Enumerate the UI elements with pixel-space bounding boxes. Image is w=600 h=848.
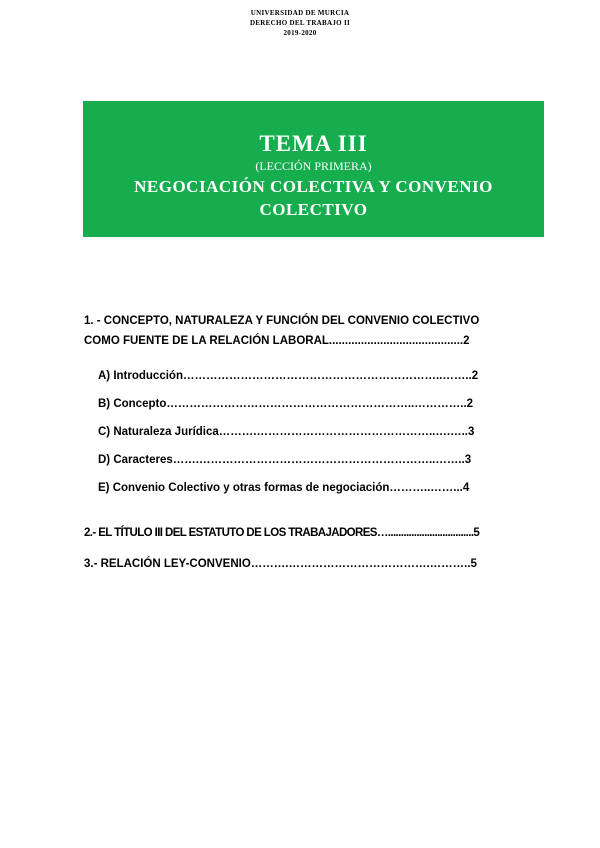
toc-item-1c: C) Naturaleza Jurídica……….………………………………………..….…..3 (98, 426, 475, 438)
course-name: DERECHO DEL TRABAJO II (249, 19, 351, 27)
toc-item-1-line2: COMO FUENTE DE LA RELACIÓN LABORAL..........................................2 (84, 335, 470, 347)
toc-item-1a: A) Introducción…………………………………………………………..……..2 (98, 370, 479, 382)
banner-heading-line1: NEGOCIACIÓN COLECTIVA Y CONVENIO (134, 177, 493, 196)
university-name: UNIVERSIDAD DE MURCIA (250, 9, 350, 17)
toc-item-2: 2.- EL TÍTULO III DEL ESTATUTO DE LOS TRABAJADORES….................................5 (84, 527, 480, 539)
leccion-subtitle: (LECCIÓN PRIMERA) (255, 159, 372, 173)
academic-year: 2019-2020 (283, 29, 317, 37)
title-banner (83, 101, 544, 237)
banner-heading-line2: COLECTIVO (259, 200, 368, 219)
document-header (0, 8, 600, 38)
toc-item-3: 3.- RELACIÓN LEY-CONVENIO……….……………………………….………..5 (84, 558, 477, 570)
toc-item-1d: D) Caracteres…….……………………………………………………..……..3 (98, 454, 472, 466)
toc-item-1-line1: 1. - CONCEPTO, NATURALEZA Y FUNCIÓN DEL CONVENIO COLECTIVO (84, 315, 480, 327)
toc-item-1b: B) Concepto………………………………………………………..…………..2 (98, 398, 474, 410)
tema-title: TEMA III (259, 131, 368, 156)
banner-heading (83, 175, 544, 221)
toc-item-1e: E) Convenio Colectivo y otras formas de negociación………..……...4 (98, 482, 470, 494)
